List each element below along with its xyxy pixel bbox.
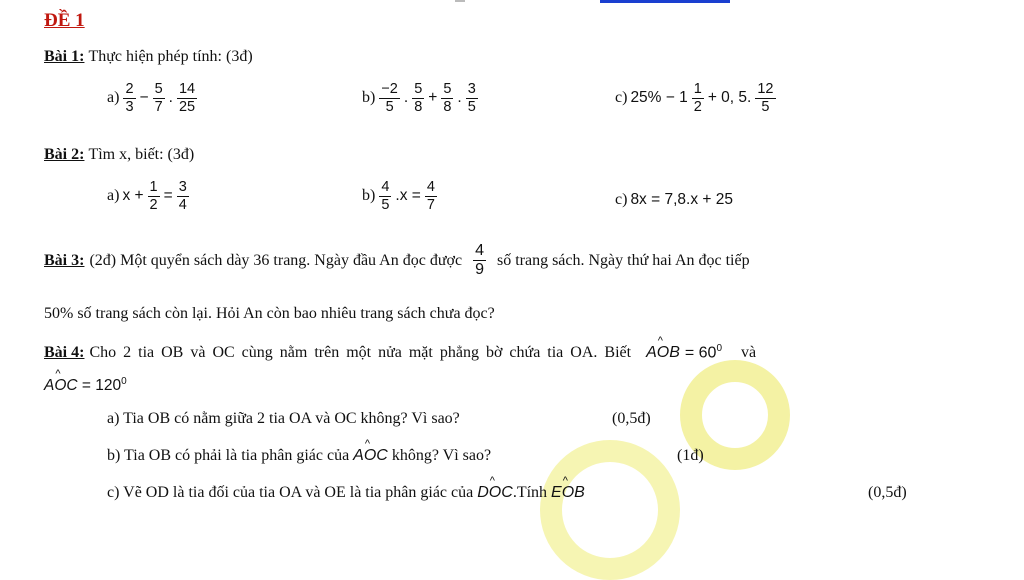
bai2-c-label: c) [615, 191, 628, 208]
bai1-a-label: a) [107, 89, 120, 106]
bai1-c-label: c) [615, 89, 628, 106]
fraction: $\frac{2}{3}$ [125, 81, 134, 115]
bai3-line1 [44, 243, 750, 278]
bai2-b-label: b) [362, 187, 376, 204]
angle-aob: A^ OB [646, 344, 680, 362]
bai1-text: Thực hiện phép tính: (3đ) [88, 48, 253, 65]
top-mark [455, 0, 465, 2]
bai1-b-label: b) [362, 89, 376, 106]
bai3-line2: 50% số trang sách còn lại. Hỏi An còn bao nhiêu trang sách chưa đọc? [44, 305, 495, 322]
bai1-label: Bài 1: [44, 48, 85, 65]
bai3-text-cont: số trang sách. Ngày thứ hai An đọc tiếp [496, 251, 750, 269]
bai4-text: Cho 2 tia OB và OC cùng nằm trên một nửa mặt phẳng bờ chứa tia OA. Biết [89, 344, 632, 362]
bai4-question-a-points: (0,5đ) [612, 410, 651, 427]
bai2-a [107, 180, 190, 212]
bai4-question-a: a) Tia OB có nằm giữa 2 tia OA và OC không? Vì sao? [107, 410, 460, 427]
fraction: $\frac{3}{5}$ [467, 81, 476, 115]
angle-aoc: A^ OC = $120^0$ [44, 376, 127, 395]
expression: x + [122, 187, 144, 204]
fraction: $\frac{1}{2}$ [149, 179, 158, 213]
watermark-logo-tail [540, 440, 680, 580]
bai4-line1 [44, 343, 756, 362]
conjunction: và [741, 344, 757, 362]
bai1-heading [44, 48, 253, 66]
operator: . [457, 89, 462, 106]
fraction: $\frac{14}{25}$ [178, 81, 196, 115]
fraction: $\frac{4}{5}$ [381, 179, 390, 213]
bai3-text: (2đ) Một quyển sách dày 36 trang. Ngày đầu An đọc được [89, 251, 463, 269]
fraction: $\frac{3}{4}$ [178, 179, 187, 213]
bai4-question-c: c) Vẽ OD là tia đối của tia OA và OE là tia phân giác của D^ OC.Tính E^ OB [107, 484, 585, 502]
bai4-label: Bài 4: [44, 344, 85, 362]
expression: .x = [395, 187, 421, 204]
top-blue-bar [600, 0, 730, 3]
operator: − [139, 89, 149, 106]
fraction: $\frac{4}{9}$ [475, 242, 484, 278]
angle-aob-value: = $60^0$ [684, 343, 723, 362]
bai2-text: Tìm x, biết: (3đ) [88, 146, 195, 163]
exam-title: ĐỀ 1 [44, 10, 85, 31]
bai4-question-c-points: (0,5đ) [868, 484, 907, 501]
fraction: $\frac{1}{2}$ [693, 81, 702, 115]
bai1-c [615, 82, 777, 114]
operator: + [428, 89, 438, 106]
fraction: $\frac{5}{8}$ [414, 81, 423, 115]
bai2-a-label: a) [107, 187, 120, 204]
fraction: $\frac{5}{7}$ [154, 81, 163, 115]
fraction: $\frac{4}{7}$ [426, 179, 435, 213]
fraction: $\frac{-2}{5}$ [381, 81, 398, 115]
expression: 8x = 7,8.x + 25 [630, 191, 733, 208]
operator: . [168, 89, 173, 106]
bai4-question-b-points: (1đ) [677, 447, 704, 464]
bai1-b [362, 82, 479, 114]
fraction: $\frac{5}{8}$ [443, 81, 452, 115]
operator: = [163, 187, 173, 204]
bai3-label: Bài 3: [44, 251, 85, 269]
expression: + 0, 5. [707, 89, 752, 106]
bai4-question-b: b) Tia OB có phải là tia phân giác của A^ OC không? Vì sao? [107, 447, 491, 465]
expression: 25% − 1 [630, 89, 688, 106]
fraction: $\frac{12}{5}$ [757, 81, 774, 115]
bai2-b [362, 180, 438, 212]
bai2-heading [44, 146, 194, 164]
operator: . [403, 89, 409, 106]
bai2-label: Bài 2: [44, 146, 85, 163]
bai2-c [615, 191, 733, 209]
bai1-a [107, 82, 198, 114]
